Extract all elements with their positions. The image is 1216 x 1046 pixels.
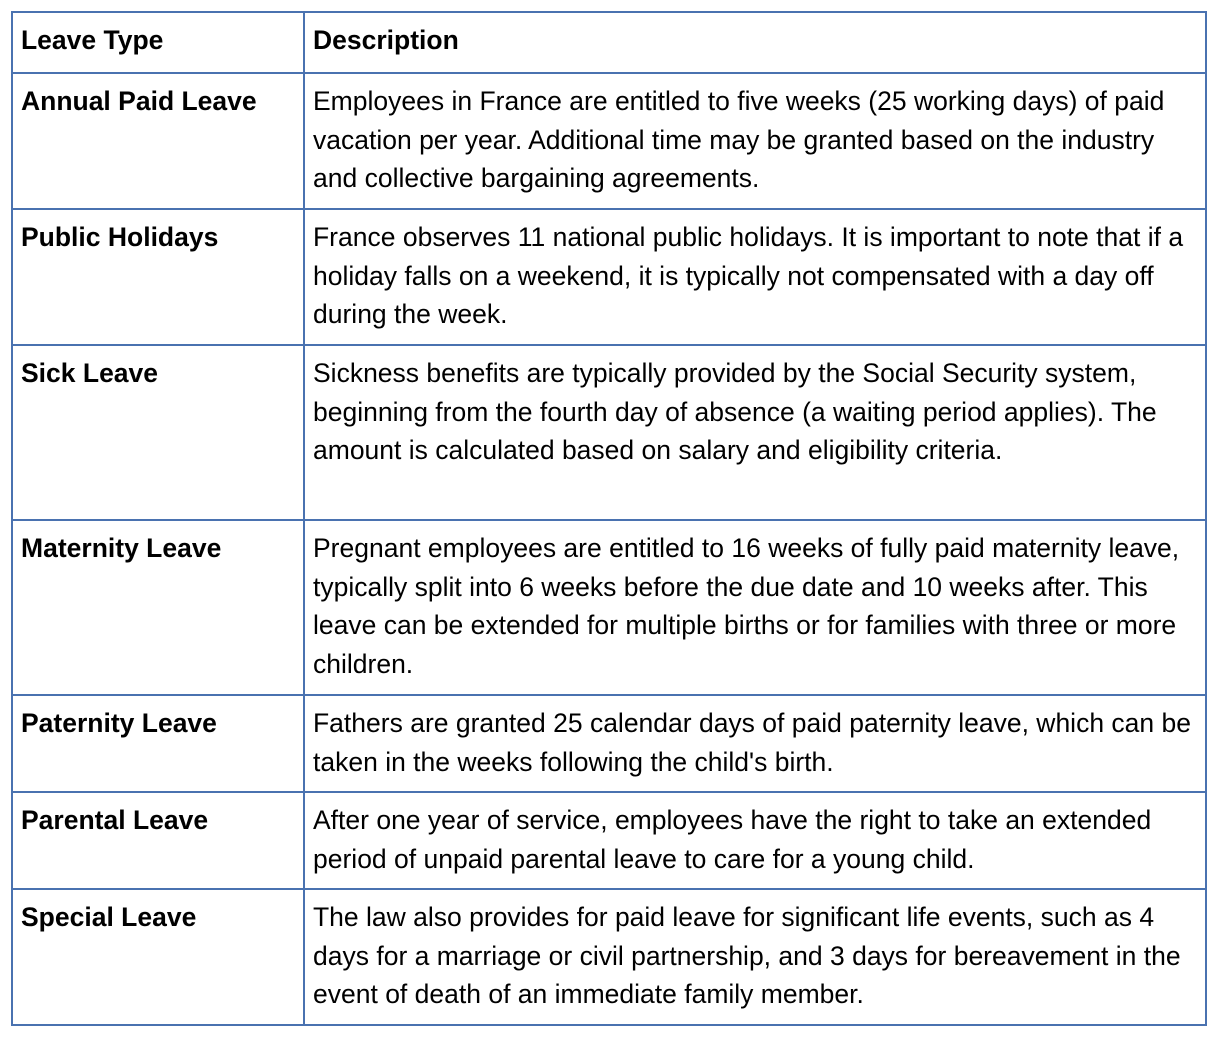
table-row [12,73,1206,209]
leave-type-cell: Paternity Leave [12,695,304,792]
leave-type-cell: Maternity Leave [12,520,304,695]
header-description: Description [304,12,1206,73]
description-cell: France observes 11 national public holidays. It is important to note that if a holiday falls on a weekend, it is typically not compensated with a day off during the week. [304,209,1206,345]
leave-type-cell: Parental Leave [12,792,304,889]
leave-type-cell: Annual Paid Leave [12,73,304,209]
header-leave-type: Leave Type [12,12,304,73]
table-row [12,209,1206,345]
table-row [12,889,1206,1025]
leave-type-cell: Special Leave [12,889,304,1025]
table-header-row [12,12,1206,73]
leave-type-cell: Sick Leave [12,345,304,520]
description-cell: The law also provides for paid leave for significant life events, such as 4 days for a marriage or civil partnership, and 3 days for bereavement in the event of death of an immediate family member. [304,889,1206,1025]
table-row [12,520,1206,695]
description-cell: Employees in France are entitled to five weeks (25 working days) of paid vacation per year. Additional time may be granted based on the industry and collective bargaining agreements. [304,73,1206,209]
description-cell: After one year of service, employees have the right to take an extended period of unpaid parental leave to care for a young child. [304,792,1206,889]
description-cell: Sickness benefits are typically provided by the Social Security system, beginning from the fourth day of absence (a waiting period applies). The amount is calculated based on salary and eligibility criteria. [304,345,1206,520]
table-row [12,695,1206,792]
description-cell: Fathers are granted 25 calendar days of paid paternity leave, which can be taken in the weeks following the child's birth. [304,695,1206,792]
table-row [12,345,1206,520]
table-row [12,792,1206,889]
description-cell: Pregnant employees are entitled to 16 weeks of fully paid maternity leave, typically split into 6 weeks before the due date and 10 weeks after. This leave can be extended for multiple births or for families with three or more children. [304,520,1206,695]
leave-type-cell: Public Holidays [12,209,304,345]
leave-types-table [11,11,1207,1026]
